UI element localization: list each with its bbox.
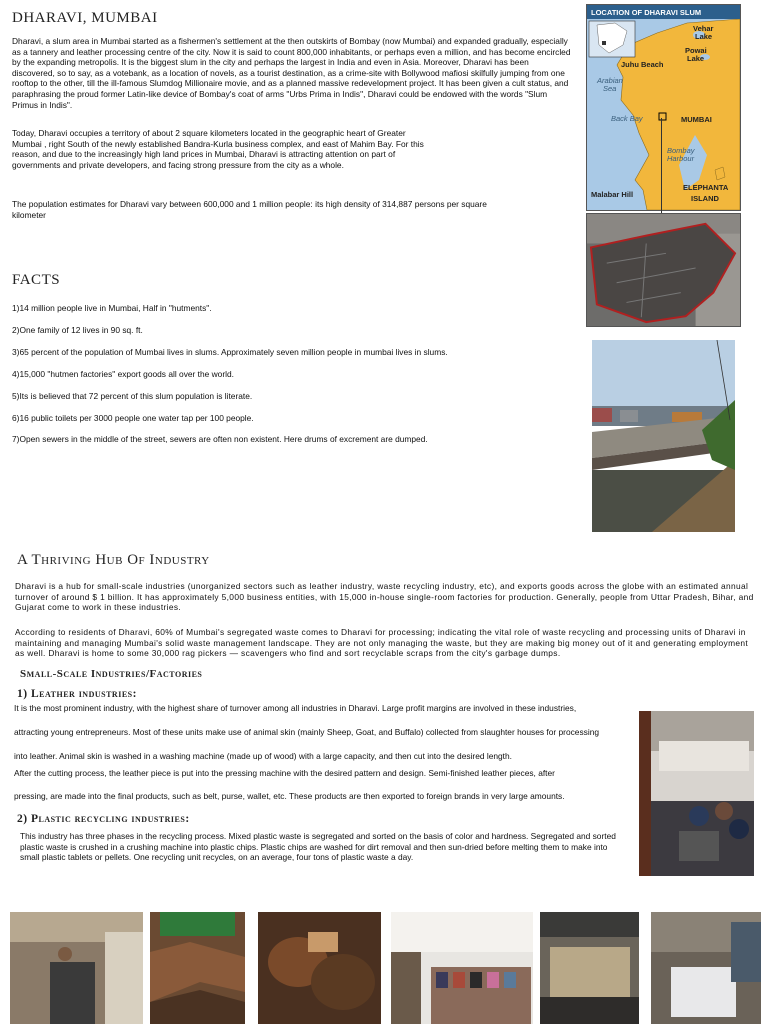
fact-item: 5)Its is believed that 72 percent of this slum population is literate. [12,391,253,401]
fact-item: 2)One family of 12 lives in 90 sq. ft. [12,325,143,335]
map-label-mumbai: MUMBAI [681,115,712,124]
bottom-photo-plastic-sacks [651,912,761,1024]
map-label-island: ISLAND [691,194,719,203]
intro-paragraph-3: The population estimates for Dharavi vary between 600,000 and 1 million people: its high density of 314,887 persons per square kilometer [12,199,487,220]
leather-heading: 1) Leather industries: [17,688,137,700]
canal-photo [592,340,735,532]
fact-item: 3)65 percent of the population of Mumbai lives in slums. Approximately seven million people in mumbai lives in slums. [12,347,448,357]
intro-paragraph-1: Dharavi, a slum area in Mumbai started as a fishermen's settlement at the then outskirts of Bombay (now Mumbai) and expanded gradually, especially as a tannery and leather processing centre of the city. Now it is said to count 800,000 inhabitants, or perhaps even a million, and has become encircled by the expanding metropolis. It is the biggest slum in the city and perhaps the largest in India and even in Asia. Moreover, Dharavi has been discovered, so to say, as a votebank, as a location of novels, as a tourist destination, as a crime-site with Bollywood mafiosi skilfully jumping from one rooftop to the other, till the ill-famous Slumdog Millionaire movie, and as a planned massive redevelopment project. It has been given a cult status, and paraphrasing the proud former Latin-like device of Bombay's coat of arms "Urbs Prima in Indis", Dharavi could be endowed with the words "Slum Primus in Indis". [12,36,571,110]
plastic-paragraph: This industry has three phases in the recycling process. Mixed plastic waste is segregated and sorted on the basis of color and hardness. Segregated and sorted plastic waste is crushed in a crushing machine into plastic chips. Plastic chips are washed for dirt removal and then sun-dried before melting them to make into small plastic tablets or pellets. One recycling unit recycles, on an average, four tons of plastic waste a day. [20,831,616,863]
plastic-heading: 2) Plastic recycling industries: [17,813,190,825]
map-label-arabian: Arabian [597,76,623,85]
leather-line-2: attracting young entrepreneurs. Most of these units make use of animal skin (mainly Sheep, Goat, and Buffalo) collected from slaughter houses for processing [14,727,600,737]
map-connector-line [661,118,662,214]
bottom-photo-shop [391,912,533,1024]
fact-item: 1)14 million people live in Mumbai, Half in "hutments". [12,303,212,313]
leather-line-4: After the cutting process, the leather piece is put into the pressing machine with the desired pattern and design. Semi-finished leather pieces, after [14,768,555,778]
industry-paragraph-1: Dharavi is a hub for small-scale industries (unorganized sectors such as leather industry, waste recycling industry, etc), and exports goods across the globe with an estimated annual turnover of around $ 1 billion. It has approximately 5,000 business entities, with 15,000 in-house single-room factories for production. Generally, people from Uttar Pradesh, Bihar, and Gujarat come to work in these industries. [15,581,754,613]
facts-heading: FACTS [12,272,61,288]
fact-item: 4)15,000 "hutmen factories" export goods all over the world. [12,369,234,379]
map-label-back-bay: Back Bay [611,114,643,123]
industry-heading: A Thriving Hub Of Industry [17,552,210,568]
bottom-photo-leather-hides [150,912,245,1024]
map-label-bombay: Bombay [667,146,695,155]
map-label-malabar: Malabar Hill [591,190,634,199]
factories-subheading: Small-Scale Industries/Factories [20,668,203,680]
aerial-photo [586,213,741,327]
map-label-powai-lake: Lake [687,54,705,63]
bottom-photo-workshop [10,912,143,1024]
fact-item: 7)Open sewers in the middle of the street, sewers are often non existent. Here drums of excrement are dumped. [12,434,428,444]
map-label-vehar-lake: Lake [695,32,713,41]
bottom-photo-warehouse [540,912,639,1024]
map-label-sea: Sea [603,84,617,93]
map-label-vehar: Vehar [693,24,714,33]
leather-line-1: It is the most prominent industry, with the highest share of turnover among all industries in Dharavi. Large profit margins are involved in these industries, [14,703,577,713]
bottom-photo-leather-bags [258,912,381,1024]
location-map [586,4,741,211]
leather-line-5: pressing, are made into the final products, such as belt, purse, wallet, etc. These products are then exported to foreign brands in very large amounts. [14,791,565,801]
intro-paragraph-2: Today, Dharavi occupies a territory of about 2 square kilometers located in the geographic heart of Greater Mumbai , right South of the newly established Bandra-Kurla business complex, and east of Mahim Bay. For this reason, and due to the increasingly high land prices in Mumbai, Dharavi is attracting attention on part of governments and private developers, and facing strong pressure from the city as a whole. [12,128,424,170]
leather-line-3: into leather. Animal skin is washed in a washing machine (made up of wood) with a large capacity, and then cut into the desired length. [14,751,512,761]
map-title: LOCATION OF DHARAVI SLUM [591,8,702,17]
map-label-juhu: Juhu Beach [621,60,664,69]
industry-paragraph-2: According to residents of Dharavi, 60% of Mumbai's segregated waste comes to Dharavi for processing; indicating the vital role of waste recycling and processing units of Dharavi in maintaining and managing Mumbai's solid waste management landscape. They are not only managing the waste, but they are making big money out of it and generating employment as well. Dharavi is home to some 30,000 rag pickers — scavengers who find and sort recyclable scraps from the city's garbage dumps. [15,627,749,659]
leather-workshop-photo [639,711,754,876]
map-label-elephanta: ELEPHANTA [683,183,729,192]
map-label-harbour: Harbour [667,154,695,163]
map-label-powai: Powai [685,46,707,55]
fact-item: 6)16 public toilets per 3000 people one water tap per 100 people. [12,413,254,423]
page-title: DHARAVI, MUMBAI [12,10,158,26]
